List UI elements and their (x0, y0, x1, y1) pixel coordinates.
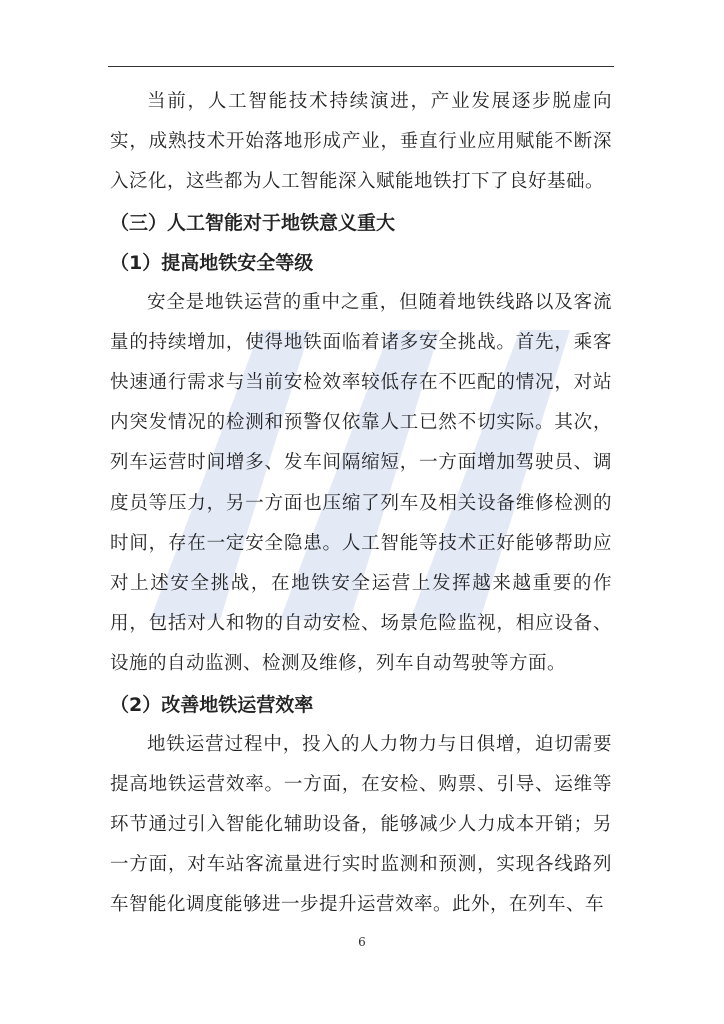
paragraph-safety: 安全是地铁运营的重中之重，但随着地铁线路以及客流量的持续增加，使得地铁面临着诸多安全挑战。首先，乘客快速通行需求与当前安检效率较低存在不匹配的情况，对站内突发情况的检测和预警仅依靠人工已然不切实际。其次，列车运营时间增多、发车间隔缩短，一方面增加驾驶员、调度员等压力，另一方面也压缩了列车及相关设备维修检测的时间，存在一定安全隐患。人工智能等技术正好能够帮助应对上述安全挑战，在地铁安全运营上发挥越来越重要的作用，包括对人和物的自动安检、场景危险监视，相应设备、设施的自动监测、检测及维修，列车自动驾驶等方面。 (110, 291, 612, 675)
paragraph-efficiency: 地铁运营过程中，投入的人力物力与日俱增，迫切需要提高地铁运营效率。一方面，在安检、购票、引导、运维等环节通过引入智能化辅助设备，能够减少人力成本开销；另一方面，对车站客流量进行实时监测和预测，实现各线路列车智能化调度能够进一步提升运营效率。此外，在列车、车 (110, 733, 612, 916)
page-body (110, 82, 612, 926)
paragraph-intro: 当前，人工智能技术持续演进，产业发展逐步脱虚向实，成熟技术开始落地形成产业，垂直行业应用赋能不断深入泛化，这些都为人工智能深入赋能地铁打下了良好基础。 (110, 91, 612, 193)
header-rule (108, 66, 614, 67)
page-number: 6 (358, 935, 366, 949)
sub-heading-safety: （1）提高地铁安全等级 (110, 251, 314, 274)
section-heading: （三）人工智能对于地铁意义重大 (110, 211, 396, 234)
sub-heading-efficiency: （2）改善地铁运营效率 (110, 693, 314, 716)
